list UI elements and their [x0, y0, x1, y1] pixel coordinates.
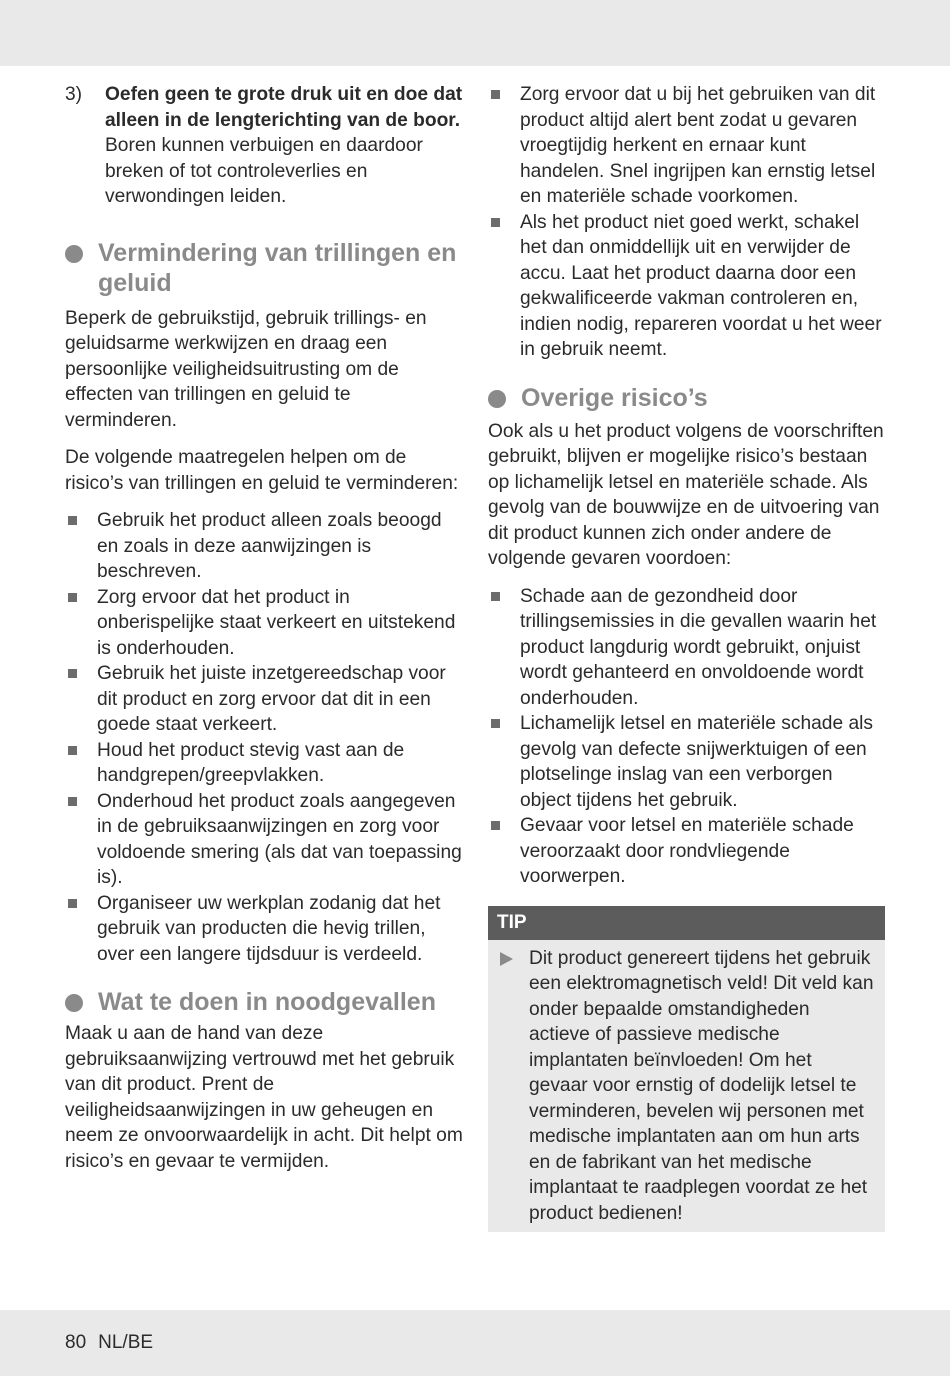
bullet-dot-icon [488, 390, 506, 408]
list-item: Gebruik het product alleen zoals beoogd en zoals in deze aanwijzingen is beschreven. [65, 508, 465, 585]
square-bullet-icon [68, 669, 77, 678]
list-item: Zorg ervoor dat het product in onberispelijke staat verkeert en uitstekend is onderhouden. [65, 585, 465, 662]
list-item: Houd het product stevig vast aan de handgrepen/greepvlakken. [65, 738, 465, 789]
list-item: Lichamelijk letsel en materiële schade als gevolg van defecte snijwerktuigen of een plotselinge inslag van een verborgen object tijdens het gebruik. [488, 711, 885, 813]
paragraph: Beperk de gebruikstijd, gebruik trillings- en geluidsarme werkwijzen en draag een persoonlijke veiligheidsuitrusting om de effecten van trillingen en geluid te verminderen. [65, 307, 427, 431]
paragraph: Ook als u het product volgens de voorschriften gebruikt, blijven er mogelijke risico’s bestaan op lichamelijk letsel en materiële schade. Als gevolg van de bouwwijze en de uitvoering van dit product kunnen zich onder andere de volgende gevaren voordoen: [488, 420, 884, 569]
tip-body [488, 940, 885, 1233]
locale-label: NL/BE [98, 1332, 154, 1353]
tip-header: TIP [488, 906, 885, 940]
left-column [65, 82, 465, 1174]
section-heading-text: Overige risico’s [521, 383, 708, 412]
square-bullet-icon [491, 719, 500, 728]
play-arrow-icon [500, 952, 513, 966]
square-bullet-icon [68, 899, 77, 908]
right-column [488, 82, 885, 1232]
square-bullet-icon [68, 797, 77, 806]
list-item: Onderhoud het product zoals aangegeven in de gebruiksaanwijzingen en zorg voor voldoende smering (als dat van toepassing is). [65, 789, 465, 891]
item-rest-text: Boren kunnen verbuigen en daardoor breken of tot controleverlies en verwondingen leiden. [105, 135, 423, 207]
list-item: Gevaar voor letsel en materiële schade veroorzaakt door rondvliegende voorwerpen. [488, 813, 885, 890]
section-heading-text: Vermindering van trillingen en geluid [98, 238, 457, 297]
numbered-item-3 [65, 82, 465, 210]
item-bold-text: Oefen geen te grote druk uit en doe dat alleen in de lengterichting van de boor. [105, 84, 463, 131]
bullet-dot-icon [65, 245, 83, 263]
section-heading-text: Wat te doen in noodgevallen [98, 988, 436, 1016]
square-bullet-icon [491, 821, 500, 830]
list-item: Schade aan de gezondheid door trillingsemissies in die gevallen waarin het product langdurig wordt gebruikt, onjuist wordt gehanteerd en onvoldoende wordt onderhouden. [488, 584, 885, 712]
tip-text: Dit product genereert tijdens het gebruik een elektromagnetisch veld! Dit veld kan onder bepaalde omstandigheden actieve of passieve medische implantaten beïnvloeden! Om het gevaar voor ernstig of dodelijk letsel te verminderen, bevelen wij personen met medische implantaten aan om hun arts en de fabrikant van het medische implantaat te raadplegen voordat ze het product bedienen! [529, 947, 874, 1224]
page-number: 80 [65, 1332, 87, 1353]
paragraph: Maak u aan de hand van deze gebruiksaanwijzing vertrouwd met het gebruik van dit product. Prent de veiligheidsaanwijzingen in uw geheugen en neem ze onvoorwaardelijk in acht. Dit helpt om risico’s en gevaar te vermijden. [65, 1023, 463, 1172]
item-text [105, 82, 465, 210]
bullet-dot-icon [65, 994, 83, 1012]
square-bullet-icon [491, 218, 500, 227]
bullet-list-safety [488, 82, 885, 363]
top-band [0, 0, 950, 66]
bullet-list-measures [65, 508, 465, 967]
section-heading-vibrations [65, 238, 465, 298]
section-heading-emergency [65, 987, 465, 1017]
square-bullet-icon [491, 90, 500, 99]
square-bullet-icon [68, 593, 77, 602]
list-item: Als het product niet goed werkt, schakel het dan onmiddellijk uit en verwijder de accu. Laat het product daarna door een gekwalificeerde vakman controleren en, indien nodig, repareren voordat u het weer in gebruik neemt. [488, 210, 885, 363]
square-bullet-icon [68, 746, 77, 755]
section-heading-other-risks [488, 383, 885, 413]
square-bullet-icon [491, 592, 500, 601]
square-bullet-icon [68, 516, 77, 525]
item-number: 3) [65, 84, 83, 105]
paragraph: De volgende maatregelen helpen om de risico’s van trillingen en geluid te verminderen: [65, 447, 459, 494]
bullet-list-risks [488, 584, 885, 890]
page-footer [65, 1332, 165, 1354]
list-item: Zorg ervoor dat u bij het gebruiken van dit product altijd alert bent zodat u gevaren vroegtijdig herkent en ernaar kunt handelen. Snel ingrijpen kan ernstig letsel en materiële schade voorkomen. [488, 82, 885, 210]
list-item: Organiseer uw werkplan zodanig dat het gebruik van producten die hevig trillen, over een langere tijdsduur is verdeeld. [65, 891, 465, 968]
list-item: Gebruik het juiste inzetgereedschap voor dit product en zorg ervoor dat dit in een goede staat verkeert. [65, 661, 465, 738]
tip-box [488, 906, 885, 1233]
